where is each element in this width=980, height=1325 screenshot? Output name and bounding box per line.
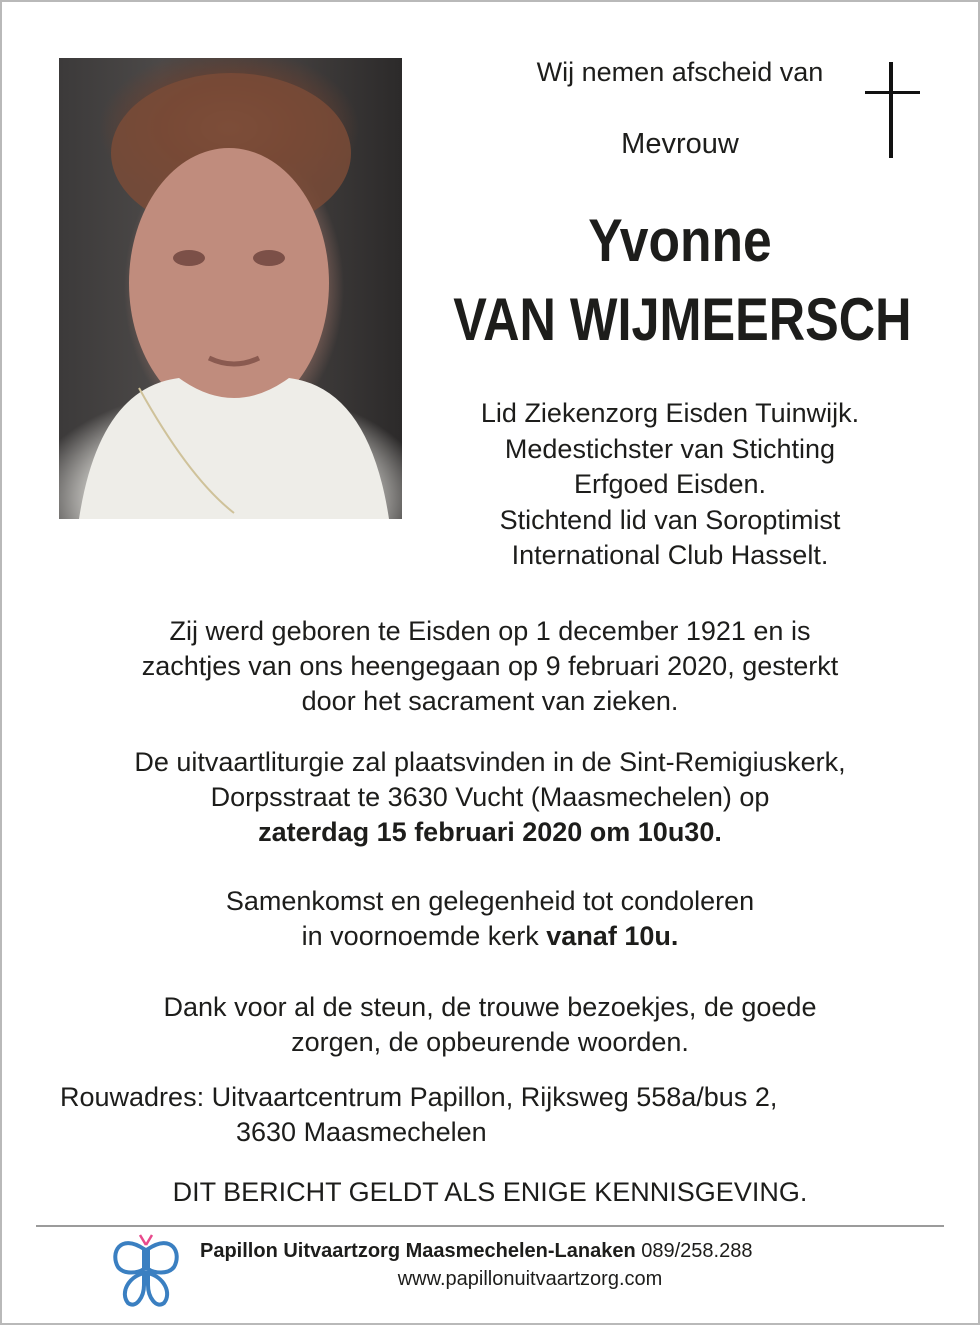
birth-line: zachtjes van ons heengegaan op 9 februari 2020, gesterkt [141, 651, 839, 681]
thanks-paragraph [40, 990, 940, 1060]
birth-line: Zij werd geboren te Eisden op 1 december 1921 en is [169, 616, 811, 646]
bio-line: Stichtend lid van Soroptimist [499, 504, 841, 535]
gathering-line: in voornoemde kerk vanaf 10u. [301, 921, 679, 951]
birth-line: door het sacrament van zieken. [301, 686, 679, 716]
butterfly-logo-icon [110, 1233, 182, 1311]
footer-company [200, 1238, 752, 1264]
thanks-line: Dank voor al de steun, de trouwe bezoekjes, de goede [163, 992, 817, 1022]
portrait-photo [59, 58, 402, 519]
bio-line: Medestichster van Stichting [504, 433, 836, 464]
first-name: Yvonne [588, 207, 772, 274]
gathering-paragraph [40, 884, 940, 954]
company-name: Papillon Uitvaartzorg Maasmechelen-Lanaken [200, 1240, 636, 1262]
bio-line: International Club Hasselt. [511, 540, 829, 570]
address-line: 3630 Maasmechelen [236, 1117, 487, 1147]
funeral-paragraph [40, 745, 940, 850]
funeral-line: De uitvaartliturgie zal plaatsvinden in de Sint-Remigiuskerk, [134, 747, 846, 777]
company-phone: 089/258.288 [635, 1240, 753, 1262]
footer-website[interactable]: www.papillonuitvaartzorg.com [397, 1268, 663, 1290]
portrait-illustration [59, 58, 402, 519]
bio-block [420, 396, 920, 574]
funeral-line: Dorpsstraat te 3630 Vucht (Maasmechelen) op [210, 782, 770, 812]
intro-text: Wij nemen afscheid van [536, 57, 824, 87]
notice-text: DIT BERICHT GELDT ALS ENIGE KENNISGEVING. [172, 1177, 808, 1207]
funeral-date: zaterdag 15 februari 2020 om 10u30. [258, 817, 722, 847]
mourning-address [60, 1080, 777, 1150]
honorific: Mevrouw [621, 128, 739, 160]
cross-horizontal-bar [865, 91, 920, 94]
bio-line: Erfgoed Eisden. [573, 469, 767, 499]
thanks-line: zorgen, de opbeurende woorden. [291, 1027, 689, 1057]
last-name: VAN WIJMEERSCH [453, 286, 912, 353]
birth-paragraph [40, 614, 940, 719]
divider [36, 1225, 944, 1227]
gathering-line: Samenkomst en gelegenheid tot condoleren [225, 886, 755, 916]
address-line: Rouwadres: Uitvaartcentrum Papillon, Rijksweg 558a/bus 2, [60, 1082, 778, 1112]
bio-line: Lid Ziekenzorg Eisden Tuinwijk. [480, 398, 860, 428]
